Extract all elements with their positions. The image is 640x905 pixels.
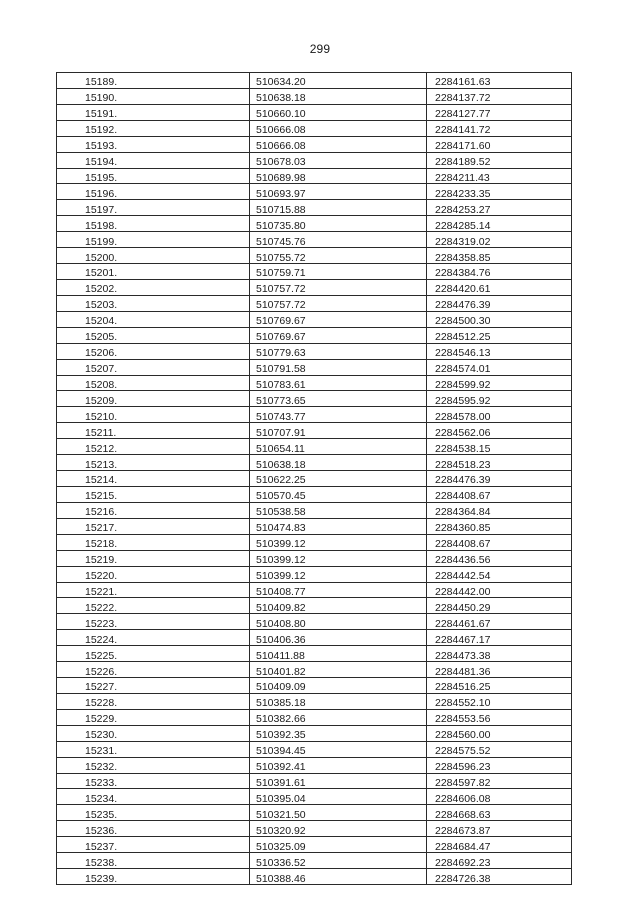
y-coordinate-cell: 2284442.00 <box>427 582 572 598</box>
point-number-cell: 15223. <box>57 614 250 630</box>
y-coordinate-cell: 2284467.17 <box>427 630 572 646</box>
table-row <box>57 311 572 327</box>
x-coordinate-cell: 510678.03 <box>250 152 427 168</box>
table-row <box>57 216 572 232</box>
x-coordinate-cell: 510743.77 <box>250 407 427 423</box>
table-row <box>57 662 572 678</box>
point-number-cell: 15198. <box>57 216 250 232</box>
x-coordinate-cell: 510321.50 <box>250 805 427 821</box>
y-coordinate-cell: 2284606.08 <box>427 789 572 805</box>
y-coordinate-cell: 2284141.72 <box>427 120 572 136</box>
table-row <box>57 439 572 455</box>
table-row <box>57 248 572 264</box>
table-row <box>57 375 572 391</box>
x-coordinate-cell: 510392.35 <box>250 725 427 741</box>
point-number-cell: 15216. <box>57 502 250 518</box>
x-coordinate-cell: 510769.67 <box>250 327 427 343</box>
point-number-cell: 15211. <box>57 423 250 439</box>
table-row <box>57 837 572 853</box>
point-number-cell: 15202. <box>57 279 250 295</box>
table-row <box>57 678 572 694</box>
table-row <box>57 104 572 120</box>
table-row <box>57 279 572 295</box>
y-coordinate-cell: 2284512.25 <box>427 327 572 343</box>
point-number-cell: 15237. <box>57 837 250 853</box>
point-number-cell: 15229. <box>57 709 250 725</box>
x-coordinate-cell: 510745.76 <box>250 232 427 248</box>
x-coordinate-cell: 510773.65 <box>250 391 427 407</box>
y-coordinate-cell: 2284420.61 <box>427 279 572 295</box>
point-number-cell: 15230. <box>57 725 250 741</box>
table-row <box>57 757 572 773</box>
x-coordinate-cell: 510693.97 <box>250 184 427 200</box>
y-coordinate-cell: 2284189.52 <box>427 152 572 168</box>
table-row <box>57 455 572 471</box>
y-coordinate-cell: 2284481.36 <box>427 662 572 678</box>
point-number-cell: 15195. <box>57 168 250 184</box>
x-coordinate-cell: 510570.45 <box>250 486 427 502</box>
x-coordinate-cell: 510392.41 <box>250 757 427 773</box>
table-row <box>57 502 572 518</box>
y-coordinate-cell: 2284319.02 <box>427 232 572 248</box>
x-coordinate-cell: 510394.45 <box>250 741 427 757</box>
y-coordinate-cell: 2284171.60 <box>427 136 572 152</box>
point-number-cell: 15208. <box>57 375 250 391</box>
x-coordinate-cell: 510666.08 <box>250 136 427 152</box>
point-number-cell: 15199. <box>57 232 250 248</box>
table-row <box>57 423 572 439</box>
y-coordinate-cell: 2284692.23 <box>427 853 572 869</box>
y-coordinate-cell: 2284726.38 <box>427 869 572 885</box>
table-row <box>57 343 572 359</box>
x-coordinate-cell: 510401.82 <box>250 662 427 678</box>
y-coordinate-cell: 2284408.67 <box>427 534 572 550</box>
y-coordinate-cell: 2284599.92 <box>427 375 572 391</box>
point-number-cell: 15189. <box>57 73 250 89</box>
x-coordinate-cell: 510408.80 <box>250 614 427 630</box>
x-coordinate-cell: 510320.92 <box>250 821 427 837</box>
table-row <box>57 120 572 136</box>
x-coordinate-cell: 510391.61 <box>250 773 427 789</box>
y-coordinate-cell: 2284127.77 <box>427 104 572 120</box>
y-coordinate-cell: 2284408.67 <box>427 486 572 502</box>
y-coordinate-cell: 2284597.82 <box>427 773 572 789</box>
y-coordinate-cell: 2284450.29 <box>427 598 572 614</box>
table-row <box>57 566 572 582</box>
table-row <box>57 741 572 757</box>
point-number-cell: 15206. <box>57 343 250 359</box>
point-number-cell: 15219. <box>57 550 250 566</box>
table-row <box>57 168 572 184</box>
y-coordinate-cell: 2284461.67 <box>427 614 572 630</box>
x-coordinate-cell: 510409.09 <box>250 678 427 694</box>
y-coordinate-cell: 2284476.39 <box>427 471 572 487</box>
point-number-cell: 15200. <box>57 248 250 264</box>
point-number-cell: 15197. <box>57 200 250 216</box>
y-coordinate-cell: 2284518.23 <box>427 455 572 471</box>
y-coordinate-cell: 2284546.13 <box>427 343 572 359</box>
point-number-cell: 15232. <box>57 757 250 773</box>
y-coordinate-cell: 2284436.56 <box>427 550 572 566</box>
x-coordinate-cell: 510791.58 <box>250 359 427 375</box>
table-row <box>57 693 572 709</box>
table-row <box>57 407 572 423</box>
point-number-cell: 15207. <box>57 359 250 375</box>
x-coordinate-cell: 510769.67 <box>250 311 427 327</box>
table-row <box>57 73 572 89</box>
y-coordinate-cell: 2284137.72 <box>427 88 572 104</box>
x-coordinate-cell: 510707.91 <box>250 423 427 439</box>
table-row <box>57 805 572 821</box>
point-number-cell: 15194. <box>57 152 250 168</box>
point-number-cell: 15214. <box>57 471 250 487</box>
y-coordinate-cell: 2284684.47 <box>427 837 572 853</box>
table-row <box>57 725 572 741</box>
y-coordinate-cell: 2284358.85 <box>427 248 572 264</box>
y-coordinate-cell: 2284360.85 <box>427 518 572 534</box>
y-coordinate-cell: 2284552.10 <box>427 693 572 709</box>
x-coordinate-cell: 510409.82 <box>250 598 427 614</box>
x-coordinate-cell: 510666.08 <box>250 120 427 136</box>
x-coordinate-cell: 510654.11 <box>250 439 427 455</box>
point-number-cell: 15210. <box>57 407 250 423</box>
table-row <box>57 598 572 614</box>
point-number-cell: 15203. <box>57 295 250 311</box>
point-number-cell: 15191. <box>57 104 250 120</box>
y-coordinate-cell: 2284253.27 <box>427 200 572 216</box>
y-coordinate-cell: 2284233.35 <box>427 184 572 200</box>
x-coordinate-cell: 510395.04 <box>250 789 427 805</box>
x-coordinate-cell: 510408.77 <box>250 582 427 598</box>
y-coordinate-cell: 2284161.63 <box>427 73 572 89</box>
x-coordinate-cell: 510538.58 <box>250 502 427 518</box>
table-row <box>57 773 572 789</box>
point-number-cell: 15227. <box>57 678 250 694</box>
point-number-cell: 15233. <box>57 773 250 789</box>
x-coordinate-cell: 510638.18 <box>250 88 427 104</box>
y-coordinate-cell: 2284473.38 <box>427 646 572 662</box>
point-number-cell: 15218. <box>57 534 250 550</box>
point-number-cell: 15226. <box>57 662 250 678</box>
point-number-cell: 15215. <box>57 486 250 502</box>
table-row <box>57 630 572 646</box>
coordinates-table <box>56 72 572 885</box>
table-row <box>57 550 572 566</box>
point-number-cell: 15192. <box>57 120 250 136</box>
y-coordinate-cell: 2284596.23 <box>427 757 572 773</box>
table-row <box>57 709 572 725</box>
x-coordinate-cell: 510783.61 <box>250 375 427 391</box>
x-coordinate-cell: 510622.25 <box>250 471 427 487</box>
y-coordinate-cell: 2284384.76 <box>427 264 572 280</box>
table-row <box>57 486 572 502</box>
y-coordinate-cell: 2284575.52 <box>427 741 572 757</box>
table-row <box>57 518 572 534</box>
point-number-cell: 15220. <box>57 566 250 582</box>
y-coordinate-cell: 2284538.15 <box>427 439 572 455</box>
table-row <box>57 200 572 216</box>
y-coordinate-cell: 2284553.56 <box>427 709 572 725</box>
x-coordinate-cell: 510385.18 <box>250 693 427 709</box>
table-row <box>57 646 572 662</box>
point-number-cell: 15205. <box>57 327 250 343</box>
point-number-cell: 15222. <box>57 598 250 614</box>
y-coordinate-cell: 2284562.06 <box>427 423 572 439</box>
x-coordinate-cell: 510382.66 <box>250 709 427 725</box>
y-coordinate-cell: 2284595.92 <box>427 391 572 407</box>
table-row <box>57 471 572 487</box>
y-coordinate-cell: 2284442.54 <box>427 566 572 582</box>
table-row <box>57 152 572 168</box>
y-coordinate-cell: 2284668.63 <box>427 805 572 821</box>
table-row <box>57 327 572 343</box>
x-coordinate-cell: 510755.72 <box>250 248 427 264</box>
point-number-cell: 15209. <box>57 391 250 407</box>
page-number: 299 <box>309 42 331 56</box>
point-number-cell: 15193. <box>57 136 250 152</box>
table-row <box>57 264 572 280</box>
table-row <box>57 136 572 152</box>
table-row <box>57 295 572 311</box>
y-coordinate-cell: 2284285.14 <box>427 216 572 232</box>
table-row <box>57 853 572 869</box>
table-row <box>57 534 572 550</box>
coordinates-table-body <box>57 73 572 885</box>
y-coordinate-cell: 2284364.84 <box>427 502 572 518</box>
x-coordinate-cell: 510757.72 <box>250 279 427 295</box>
x-coordinate-cell: 510638.18 <box>250 455 427 471</box>
x-coordinate-cell: 510388.46 <box>250 869 427 885</box>
table-row <box>57 614 572 630</box>
table-row <box>57 789 572 805</box>
x-coordinate-cell: 510779.63 <box>250 343 427 359</box>
y-coordinate-cell: 2284500.30 <box>427 311 572 327</box>
table-row <box>57 821 572 837</box>
point-number-cell: 15235. <box>57 805 250 821</box>
x-coordinate-cell: 510399.12 <box>250 550 427 566</box>
table-row <box>57 184 572 200</box>
x-coordinate-cell: 510735.80 <box>250 216 427 232</box>
x-coordinate-cell: 510399.12 <box>250 534 427 550</box>
table-row <box>57 88 572 104</box>
x-coordinate-cell: 510759.71 <box>250 264 427 280</box>
point-number-cell: 15228. <box>57 693 250 709</box>
x-coordinate-cell: 510336.52 <box>250 853 427 869</box>
point-number-cell: 15196. <box>57 184 250 200</box>
y-coordinate-cell: 2284673.87 <box>427 821 572 837</box>
table-row <box>57 232 572 248</box>
point-number-cell: 15224. <box>57 630 250 646</box>
x-coordinate-cell: 510399.12 <box>250 566 427 582</box>
point-number-cell: 15190. <box>57 88 250 104</box>
y-coordinate-cell: 2284476.39 <box>427 295 572 311</box>
y-coordinate-cell: 2284516.25 <box>427 678 572 694</box>
table-row <box>57 869 572 885</box>
x-coordinate-cell: 510634.20 <box>250 73 427 89</box>
point-number-cell: 15221. <box>57 582 250 598</box>
x-coordinate-cell: 510715.88 <box>250 200 427 216</box>
table-row <box>57 391 572 407</box>
y-coordinate-cell: 2284560.00 <box>427 725 572 741</box>
x-coordinate-cell: 510474.83 <box>250 518 427 534</box>
x-coordinate-cell: 510660.10 <box>250 104 427 120</box>
x-coordinate-cell: 510406.36 <box>250 630 427 646</box>
point-number-cell: 15238. <box>57 853 250 869</box>
x-coordinate-cell: 510757.72 <box>250 295 427 311</box>
point-number-cell: 15231. <box>57 741 250 757</box>
point-number-cell: 15239. <box>57 869 250 885</box>
x-coordinate-cell: 510689.98 <box>250 168 427 184</box>
point-number-cell: 15217. <box>57 518 250 534</box>
y-coordinate-cell: 2284574.01 <box>427 359 572 375</box>
point-number-cell: 15236. <box>57 821 250 837</box>
table-row <box>57 582 572 598</box>
x-coordinate-cell: 510411.88 <box>250 646 427 662</box>
table-row <box>57 359 572 375</box>
point-number-cell: 15213. <box>57 455 250 471</box>
x-coordinate-cell: 510325.09 <box>250 837 427 853</box>
point-number-cell: 15204. <box>57 311 250 327</box>
point-number-cell: 15234. <box>57 789 250 805</box>
y-coordinate-cell: 2284211.43 <box>427 168 572 184</box>
y-coordinate-cell: 2284578.00 <box>427 407 572 423</box>
point-number-cell: 15201. <box>57 264 250 280</box>
point-number-cell: 15225. <box>57 646 250 662</box>
point-number-cell: 15212. <box>57 439 250 455</box>
